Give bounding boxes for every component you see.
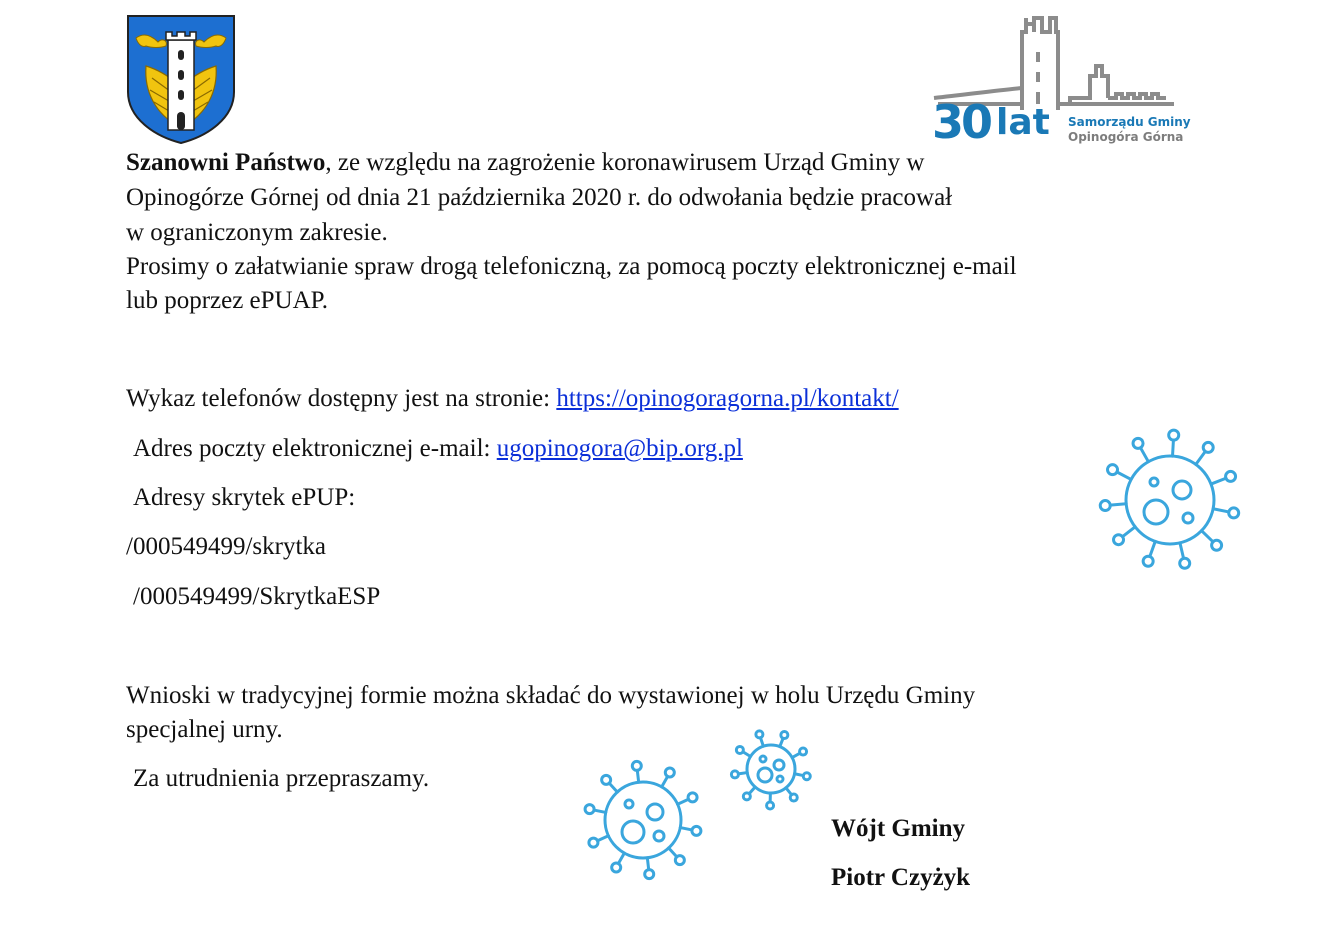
logo-line1: Samorządu Gminy [1068, 115, 1191, 129]
phones-line [126, 382, 899, 416]
applications-line-1: Wnioski w tradycyjnej formie można składać do wystawionej w holu Urzędu Gminy [126, 682, 976, 709]
intro-line-1-rest: , ze względu na zagrożenie koronawirusem Urząd Gminy w [325, 149, 925, 176]
salutation: Szanowni Państwo [126, 149, 326, 176]
epup-box-2: /000549499/SkrytkaESP [133, 583, 381, 610]
applications-line-2: specjalnej urny. [126, 716, 283, 743]
signature-title: Wójt Gminy [831, 815, 966, 842]
apology: Za utrudnienia przepraszamy. [133, 765, 430, 792]
virus-icon [578, 740, 708, 900]
email-link[interactable]: ugopinogora@bip.org.pl [496, 435, 743, 462]
intro-line-5: lub poprzez ePUAP. [126, 287, 329, 314]
virus-icon [724, 722, 818, 816]
signature-name: Piotr Czyżyk [831, 864, 971, 891]
coat-of-arms-icon [126, 14, 236, 144]
logo-number: 30 [932, 95, 991, 149]
contact-page-link[interactable]: https://opinogoragorna.pl/kontakt/ [556, 385, 899, 412]
intro-line-4: Prosimy o załatwianie spraw drogą telefoniczną, za pomocą poczty elektronicznej e-mail [126, 253, 1017, 280]
phones-label: Wykaz telefonów dostępny jest na stronie: [126, 385, 557, 412]
anniversary-logo [930, 14, 1200, 154]
logo-word: lat [996, 102, 1050, 143]
intro-line-2: Opinogórze Górnej od dnia 21 października 2020 r. do odwołania będzie pracował [126, 184, 953, 211]
virus-icon [1090, 420, 1250, 580]
email-line [133, 432, 743, 466]
epup-box-1: /000549499/skrytka [126, 533, 326, 560]
email-label: Adres poczty elektronicznej e-mail: [133, 435, 497, 462]
epup-label: Adresy skrytek ePUP: [133, 484, 356, 511]
intro-line-3: w ograniczonym zakresie. [126, 219, 388, 246]
intro-line-1 [126, 146, 924, 180]
logo-line2: Opinogóra Górna [1068, 130, 1184, 144]
